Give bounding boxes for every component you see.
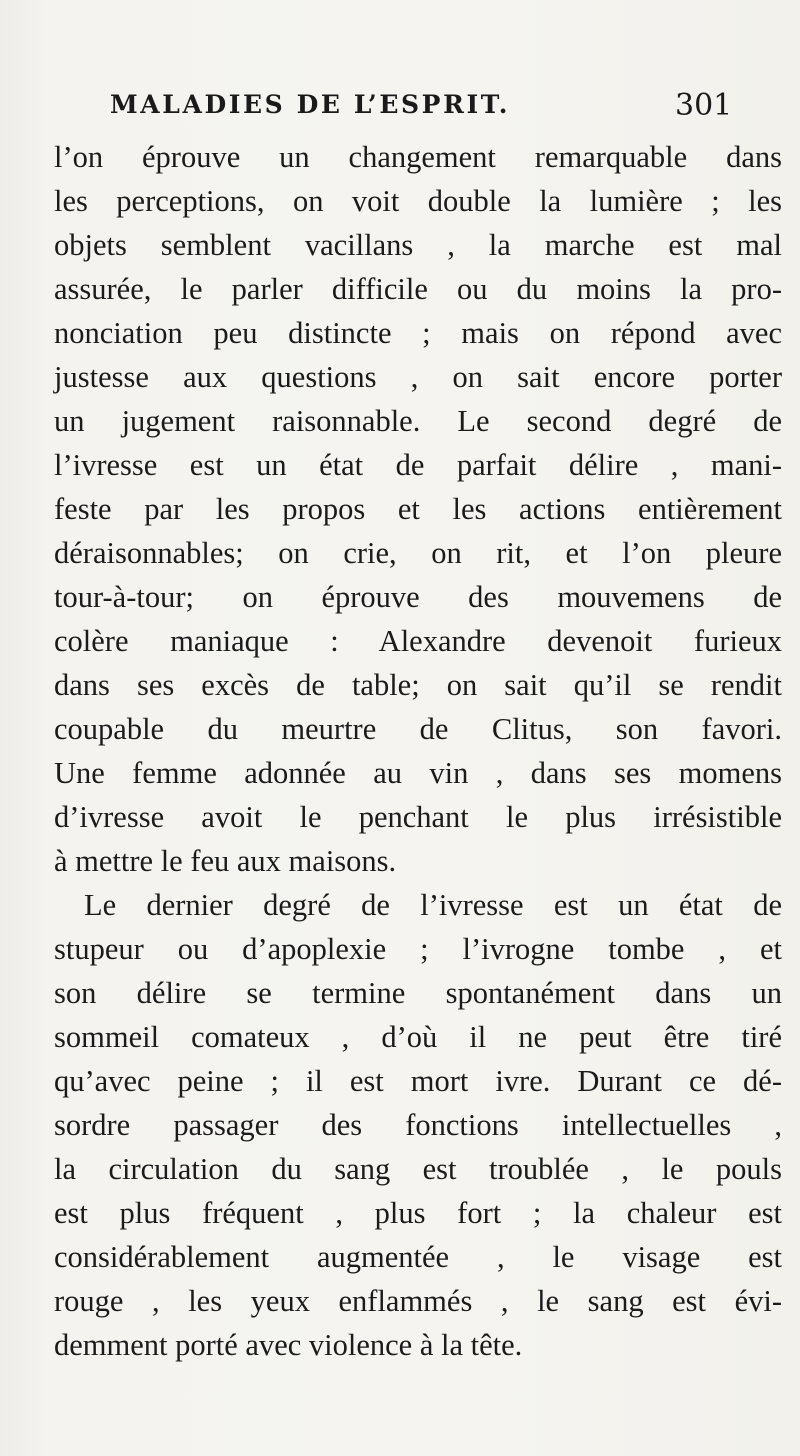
text-line: demment porté avec violence à la tête.	[54, 1328, 523, 1362]
text-line: son délire se termine spontanément dans un	[54, 976, 782, 1010]
text-line: justesse aux questions , on sait encore porter	[54, 360, 782, 394]
text-line: Une femme adonnée au vin , dans ses momens	[54, 756, 782, 790]
text-line: à mettre le feu aux maisons.	[54, 844, 397, 878]
text-line: la circulation du sang est troublée , le pouls	[54, 1152, 782, 1186]
text-line: tour-à-tour; on éprouve des mouvemens de	[54, 580, 782, 614]
text-line: objets semblent vacillans , la marche est mal	[54, 228, 782, 262]
text-line: l’on éprouve un changement remarquable dans	[54, 140, 782, 174]
page-number: 301	[675, 88, 733, 123]
text-line: sommeil comateux , d’où il ne peut être tiré	[54, 1020, 782, 1054]
text-line: un jugement raisonnable. Le second degré de	[54, 404, 782, 438]
text-line: stupeur ou d’apoplexie ; l’ivrogne tombe , et	[54, 932, 782, 966]
text-line: qu’avec peine ; il est mort ivre. Durant ce dé-	[54, 1064, 782, 1098]
text-line: sordre passager des fonctions intellectuelles ,	[54, 1108, 782, 1142]
text-line: colère maniaque : Alexandre devenoit furieux	[54, 624, 782, 658]
text-line: rouge , les yeux enflammés , le sang est évi-	[54, 1284, 782, 1318]
text-line: assurée, le parler difficile ou du moins la pro-	[54, 272, 782, 306]
text-line: dans ses excès de table; on sait qu’il se rendit	[54, 668, 782, 702]
text-line: coupable du meurtre de Clitus, son favori.	[54, 712, 782, 746]
text-line: l’ivresse est un état de parfait délire , mani-	[54, 448, 782, 482]
text-line: nonciation peu distincte ; mais on répond avec	[54, 316, 782, 350]
text-line: déraisonnables; on crie, on rit, et l’on pleure	[54, 536, 782, 570]
text-line: feste par les propos et les actions entièrement	[54, 492, 782, 526]
text-line: Le dernier degré de l’ivresse est un état de	[84, 888, 782, 922]
text-line: les perceptions, on voit double la lumière ; les	[54, 184, 782, 218]
text-line: est plus fréquent , plus fort ; la chaleur est	[54, 1196, 782, 1230]
text-line: d’ivresse avoit le penchant le plus irrésistible	[54, 800, 782, 834]
text-line: considérablement augmentée , le visage est	[54, 1240, 782, 1274]
running-title: MALADIES DE L’ESPRIT.	[110, 90, 511, 119]
